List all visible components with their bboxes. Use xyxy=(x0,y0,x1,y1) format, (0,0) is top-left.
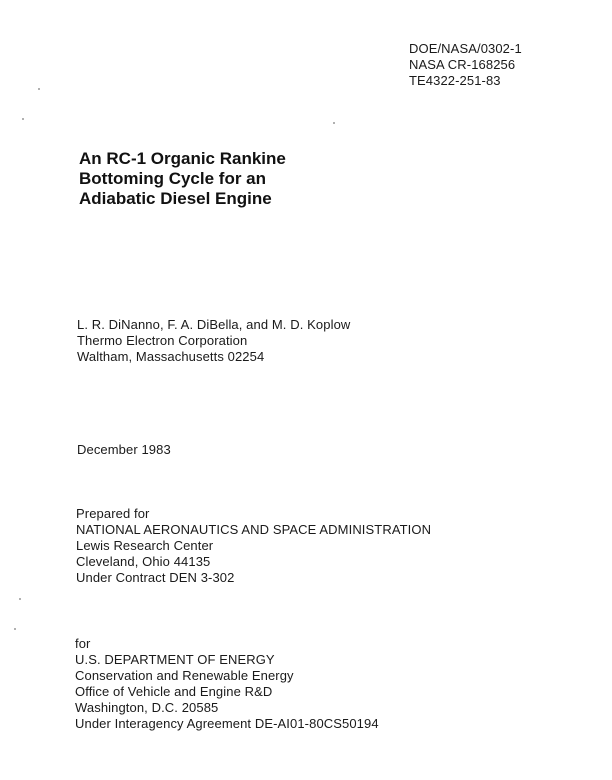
prepared-for-block xyxy=(76,506,431,586)
for-line: Under Interagency Agreement DE-AI01-80CS50194 xyxy=(75,716,379,731)
title-line: An RC-1 Organic Rankine xyxy=(79,149,286,168)
author-address: Waltham, Massachusetts 02254 xyxy=(77,349,265,364)
for-line: Washington, D.C. 20585 xyxy=(75,700,219,715)
for-line: Office of Vehicle and Engine R&D xyxy=(75,684,273,699)
scan-speck xyxy=(38,88,40,90)
report-numbers xyxy=(409,41,522,89)
report-number: DOE/NASA/0302-1 xyxy=(409,41,522,56)
prepared-for-line: Under Contract DEN 3-302 xyxy=(76,570,235,585)
prepared-for-line: Cleveland, Ohio 44135 xyxy=(76,554,211,569)
authors-block xyxy=(77,317,350,365)
document-title xyxy=(79,149,286,209)
for-heading: for xyxy=(75,636,91,651)
scan-speck xyxy=(333,122,335,124)
for-line: U.S. DEPARTMENT OF ENERGY xyxy=(75,652,275,667)
scan-speck xyxy=(14,628,16,630)
author-names: L. R. DiNanno, F. A. DiBella, and M. D. Koplow xyxy=(77,317,351,332)
scan-speck xyxy=(22,118,24,120)
author-organization: Thermo Electron Corporation xyxy=(77,333,248,348)
report-number: NASA CR-168256 xyxy=(409,57,516,72)
title-line: Bottoming Cycle for an xyxy=(79,169,267,188)
report-number: TE4322-251-83 xyxy=(409,73,501,88)
scan-speck xyxy=(19,598,21,600)
for-block xyxy=(75,636,379,732)
for-line: Conservation and Renewable Energy xyxy=(75,668,294,683)
prepared-for-line: NATIONAL AERONAUTICS AND SPACE ADMINISTRATION xyxy=(76,522,432,537)
publication-date: December 1983 xyxy=(77,442,171,457)
prepared-for-line: Lewis Research Center xyxy=(76,538,214,553)
title-line: Adiabatic Diesel Engine xyxy=(79,189,272,208)
prepared-for-heading: Prepared for xyxy=(76,506,150,521)
